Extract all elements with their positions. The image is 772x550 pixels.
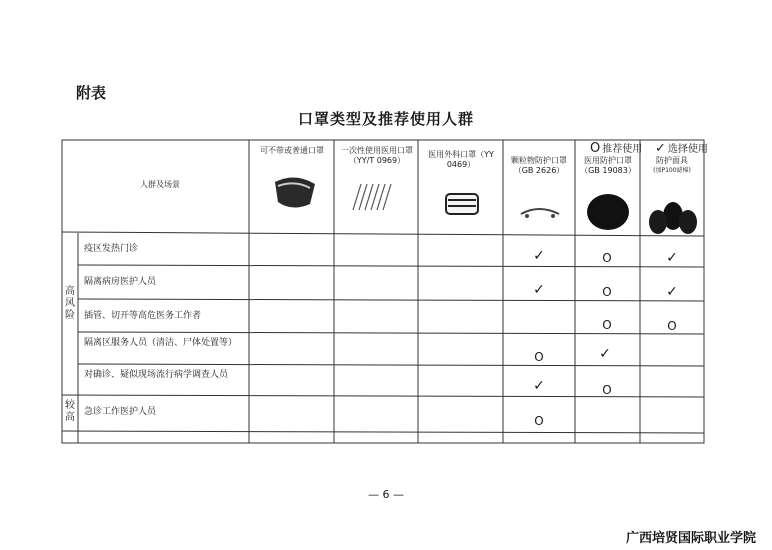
mark-circle-icon: O (667, 319, 677, 333)
group-high-risk: 高风险 (65, 286, 75, 321)
row-label: 隔离区服务人员（清洁、尸体处置等） (84, 338, 238, 348)
group-higher-risk: 较高 (65, 400, 75, 423)
watermark-footer: 广西培贤国际职业学院 (625, 531, 756, 546)
circle-icon: O (590, 141, 601, 156)
checkmark-icon: ✓ (655, 141, 666, 156)
column-header-respirator: 防护面具 (加P100滤棉) (653, 156, 691, 174)
column-header-medical-protective-mask: 医用防护口罩（GB 19083） (580, 156, 636, 175)
plain-mask-image (270, 172, 320, 212)
mark-circle-icon: O (602, 285, 612, 299)
mark-circle-icon: O (602, 318, 612, 332)
mark-checkmark-icon: ✓ (533, 248, 545, 264)
column-header-surgical-mask: 医用外科口罩（YY 0469） (428, 150, 494, 169)
appendix-label: 附表 (76, 84, 107, 102)
legend-recommend: O 推荐使用 (590, 141, 643, 156)
header-corner: 人群及场景 (140, 180, 180, 189)
column-header-particulate-mask: 颗粒物防护口罩（GB 2626） (511, 156, 567, 175)
medical-protective-mask-image (583, 190, 633, 232)
legend-optional: ✓ 选择使用 (655, 141, 708, 156)
row-label: 隔离病房医护人员 (84, 277, 157, 287)
page-number: — 6 — (368, 488, 404, 501)
row-label: 对确诊、疑似现场流行病学调查人员 (84, 370, 229, 380)
mark-checkmark-icon: ✓ (666, 284, 678, 300)
row-label: 插管、切开等高危医务工作者 (84, 311, 202, 321)
surgical-mask-image (440, 188, 485, 218)
disposable-mask-image (345, 180, 405, 215)
mark-circle-icon: O (534, 350, 544, 364)
mark-circle-icon: O (534, 414, 544, 428)
mark-circle-icon: O (602, 383, 612, 397)
mark-circle-icon: O (602, 251, 612, 265)
table-title: 口罩类型及推荐使用人群 (297, 110, 474, 128)
mark-checkmark-icon: ✓ (533, 378, 545, 394)
mark-checkmark-icon: ✓ (666, 250, 678, 266)
row-label: 疫区发热门诊 (84, 244, 139, 254)
column-header-disposable-mask: 一次性使用医用口罩（YY/T 0969） (341, 146, 413, 165)
respirator-image (648, 196, 698, 238)
row-label: 急诊工作医护人员 (84, 407, 157, 417)
column-header-plain-mask: 可不带或普通口罩 (260, 146, 324, 155)
particulate-mask-image (515, 200, 565, 225)
mark-checkmark-icon: ✓ (599, 346, 611, 362)
mark-checkmark-icon: ✓ (533, 282, 545, 298)
